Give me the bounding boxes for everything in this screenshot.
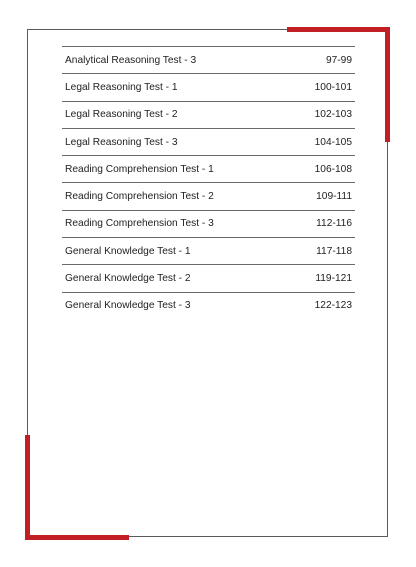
corner-accent-bottom-horizontal: [25, 535, 129, 540]
toc-entry-pages: 102-103: [314, 109, 352, 121]
table-of-contents: [62, 46, 355, 319]
toc-entry-title: General Knowledge Test - 1: [65, 245, 191, 257]
toc-entry-pages: 100-101: [314, 81, 352, 93]
toc-entry[interactable]: [62, 46, 355, 73]
toc-entry-title: Legal Reasoning Test - 2: [65, 109, 178, 121]
toc-entry-pages: 97-99: [325, 54, 352, 66]
toc-entry-title: Legal Reasoning Test - 3: [65, 136, 178, 148]
toc-entry-title: Legal Reasoning Test - 1: [65, 81, 178, 93]
toc-entry[interactable]: [62, 155, 355, 182]
toc-entry-pages: 117-118: [316, 245, 352, 257]
toc-entry[interactable]: [62, 182, 355, 209]
corner-accent-top-vertical: [385, 27, 390, 142]
toc-entry-pages: 106-108: [314, 163, 352, 175]
toc-entry-title: General Knowledge Test - 2: [65, 273, 191, 285]
toc-entry-pages: 109-111: [316, 191, 352, 203]
toc-entry-pages: 104-105: [314, 136, 352, 148]
toc-entry[interactable]: [62, 264, 355, 291]
toc-entry-title: Analytical Reasoning Test - 3: [65, 54, 197, 66]
toc-entry[interactable]: [62, 128, 355, 155]
toc-entry-pages: 122-123: [314, 300, 352, 312]
toc-entry-title: Reading Comprehension Test - 2: [65, 191, 214, 203]
toc-entry-pages: 112-116: [316, 218, 352, 230]
toc-entry-pages: 119-121: [315, 273, 352, 285]
toc-entry-title: Reading Comprehension Test - 1: [65, 163, 214, 175]
corner-accent-bottom-vertical: [25, 435, 30, 540]
corner-accent-top-horizontal: [287, 27, 390, 32]
toc-entry[interactable]: [62, 73, 355, 100]
toc-entry[interactable]: [62, 237, 355, 264]
toc-entry-title: Reading Comprehension Test - 3: [65, 218, 214, 230]
toc-entry[interactable]: [62, 292, 355, 319]
toc-entry-title: General Knowledge Test - 3: [65, 300, 191, 312]
toc-entry[interactable]: [62, 101, 355, 128]
toc-entry[interactable]: [62, 210, 355, 237]
